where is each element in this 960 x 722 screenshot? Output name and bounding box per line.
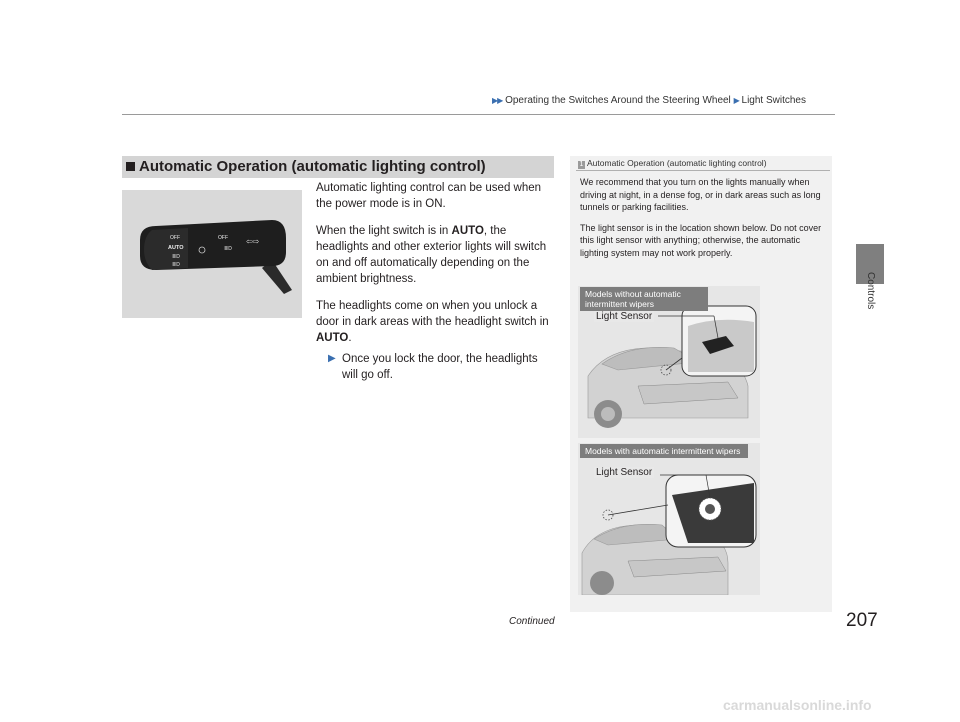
svg-text:≣D: ≣D bbox=[172, 254, 180, 260]
page-number: 207 bbox=[846, 610, 878, 631]
light-sensor-label-2: Light Sensor bbox=[596, 467, 653, 478]
switch-off-right-label: OFF bbox=[218, 235, 228, 241]
double-arrow-icon: ▶▶ bbox=[492, 96, 503, 105]
paragraph-1: Automatic lighting control can be used when the power mode is in ON. bbox=[316, 182, 542, 210]
figure-1-label: Models without automatic intermittent wipers bbox=[580, 287, 708, 311]
auto-emphasis: AUTO bbox=[451, 225, 484, 237]
sidebar-rule bbox=[576, 170, 830, 171]
section-body bbox=[316, 180, 556, 383]
svg-text:≣D: ≣D bbox=[172, 262, 180, 268]
sidebar-title: 1 Automatic Operation (automatic lighting control) bbox=[579, 158, 767, 168]
paragraph-3: The headlights come on when you unlock a door in dark areas with the headlight switch in AUTO. bbox=[316, 300, 549, 344]
svg-text:≣D: ≣D bbox=[224, 246, 232, 252]
section-heading bbox=[122, 156, 554, 178]
switch-auto-label: AUTO bbox=[168, 245, 184, 251]
paragraph-2: When the light switch is in AUTO, the headlights and other exterior lights will switch on and off automatically depending on the ambient brightness. bbox=[316, 225, 547, 285]
auto-emphasis: AUTO bbox=[316, 332, 349, 344]
arrow-icon: ▶ bbox=[733, 96, 739, 105]
light-switch-illustration bbox=[122, 190, 302, 318]
figure-2-label: Models with automatic intermittent wipers bbox=[580, 444, 748, 458]
breadcrumb bbox=[492, 95, 806, 106]
car-illustration-2 bbox=[578, 443, 760, 595]
header-rule bbox=[122, 114, 835, 115]
section-heading-text: Automatic Operation (automatic lighting control) bbox=[139, 158, 486, 175]
sidebar-text-1: We recommend that you turn on the lights manually when driving at night, in a dense fog, or in dark areas such as long tunnels or parking facilities. bbox=[580, 177, 821, 212]
sidebar-text bbox=[580, 176, 825, 267]
reference-number: 1 bbox=[579, 161, 584, 168]
watermark: carmanualsonline.info bbox=[723, 697, 872, 713]
light-switch-image bbox=[122, 190, 302, 318]
triangle-bullet-icon: ▶ bbox=[328, 353, 336, 364]
section-tab-label: Controls bbox=[865, 272, 876, 310]
svg-text:⇦⇨: ⇦⇨ bbox=[246, 237, 260, 246]
continued-label: Continued bbox=[509, 616, 555, 627]
switch-off-label: OFF bbox=[170, 235, 180, 241]
sub-note: ▶ Once you lock the door, the headlights will go off. bbox=[328, 353, 538, 381]
sidebar-text-2: The light sensor is in the location shown below. Do not cover this light sensor with anything; otherwise, the automatic lighting system may not work properly. bbox=[580, 222, 822, 258]
sensor-figure-2 bbox=[578, 443, 760, 595]
square-bullet-icon bbox=[126, 162, 135, 171]
breadcrumb-part-2: Light Switches bbox=[741, 95, 806, 106]
light-sensor-label-1: Light Sensor bbox=[596, 311, 653, 322]
breadcrumb-part-1: Operating the Switches Around the Steering Wheel bbox=[505, 95, 731, 106]
